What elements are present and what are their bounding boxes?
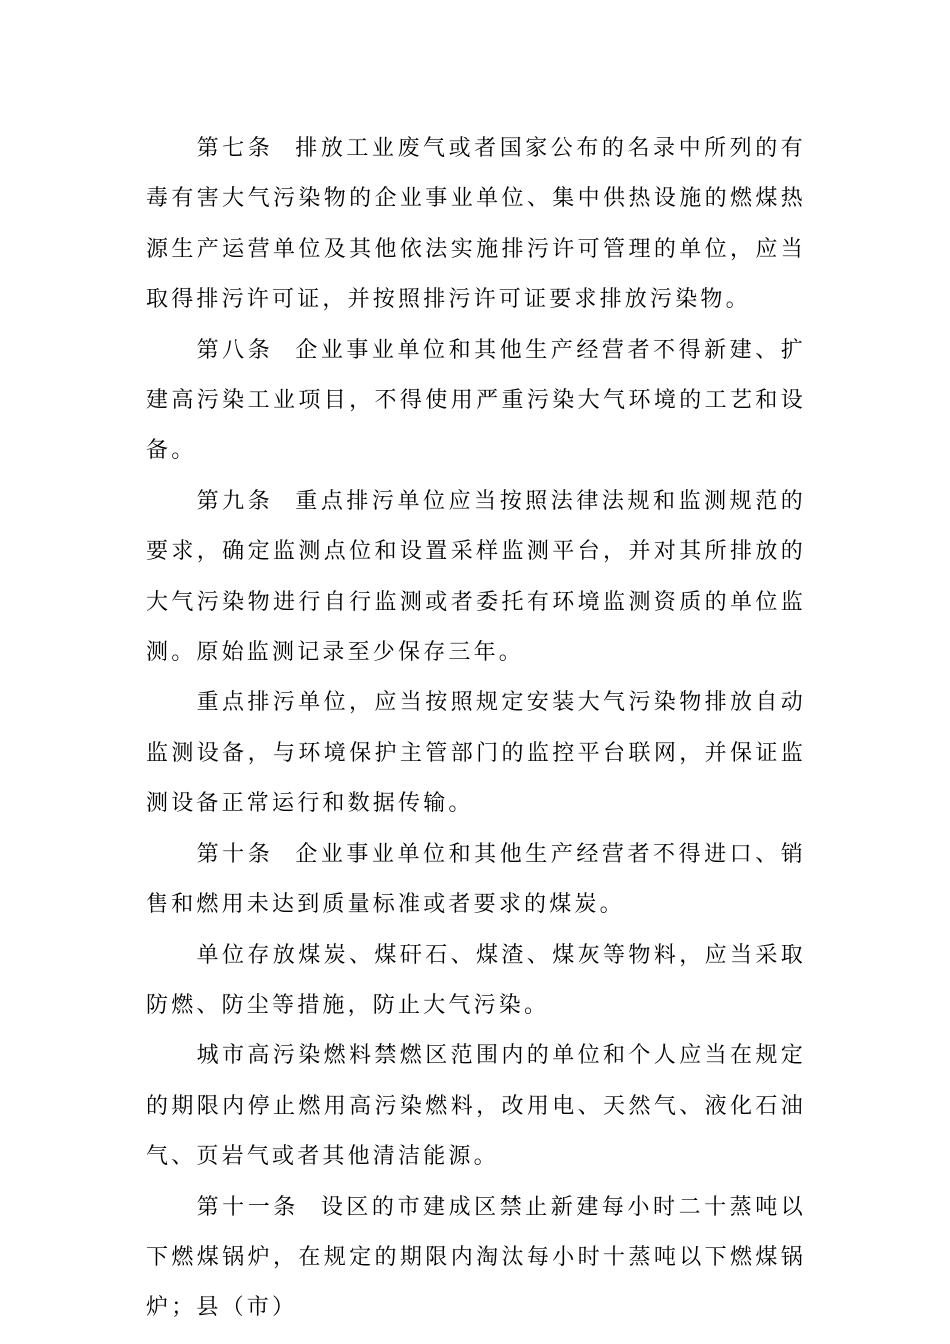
paragraph-article-9 [146, 477, 806, 679]
paragraph-text: 设区的市建成区禁止新建每小时二十蒸吨以下燃煤锅炉，在规定的期限内淘汰每小时十蒸吨以下燃煤锅炉；县（市） [146, 1194, 806, 1321]
paragraph-article-8 [146, 326, 806, 477]
document-body [146, 124, 806, 1334]
article-number: 第八条 [196, 337, 274, 363]
paragraph-text: 企业事业单位和其他生产经营者不得新建、扩建高污染工业项目，不得使用严重污染大气环境的工艺和设备。 [146, 337, 806, 464]
paragraph-text: 单位存放煤炭、煤矸石、煤渣、煤灰等物料，应当采取防燃、防尘等措施，防止大气污染。 [146, 942, 806, 1018]
article-number: 第七条 [196, 136, 274, 161]
paragraph-article-10 [146, 830, 806, 931]
paragraph-article-7 [146, 124, 806, 326]
article-number: 第九条 [196, 488, 274, 514]
paragraph-text: 城市高污染燃料禁燃区范围内的单位和个人应当在规定的期限内停止燃用高污染燃料，改用电、天然气、液化石油气、页岩气或者其他清洁能源。 [146, 1043, 806, 1170]
article-number: 第十条 [196, 841, 274, 867]
paragraph-text: 企业事业单位和其他生产经营者不得进口、销售和燃用未达到质量标准或者要求的煤炭。 [146, 841, 806, 918]
paragraph-article-9-sub [146, 678, 806, 829]
paragraph-article-10-sub-2 [146, 1031, 806, 1182]
paragraph-article-10-sub-1 [146, 931, 806, 1032]
paragraph-text: 重点排污单位应当按照法律法规和监测规范的要求，确定监测点位和设置采样监测平台，并对其所排放的大气污染物进行自行监测或者委托有环境监测资质的单位监测。原始监测记录至少保存三年。 [146, 488, 806, 666]
paragraph-text: 重点排污单位，应当按照规定安装大气污染物排放自动监测设备，与环境保护主管部门的监控平台联网，并保证监测设备正常运行和数据传输。 [146, 690, 806, 817]
article-number: 第十一条 [196, 1194, 299, 1220]
paragraph-article-11 [146, 1183, 806, 1334]
paragraph-text: 排放工业废气或者国家公布的名录中所列的有毒有害大气污染物的企业事业单位、集中供热设施的燃煤热源生产运营单位及其他依法实施排污许可管理的单位，应当取得排污许可证，并按照排污许可证要求排放污染物。 [146, 136, 806, 313]
